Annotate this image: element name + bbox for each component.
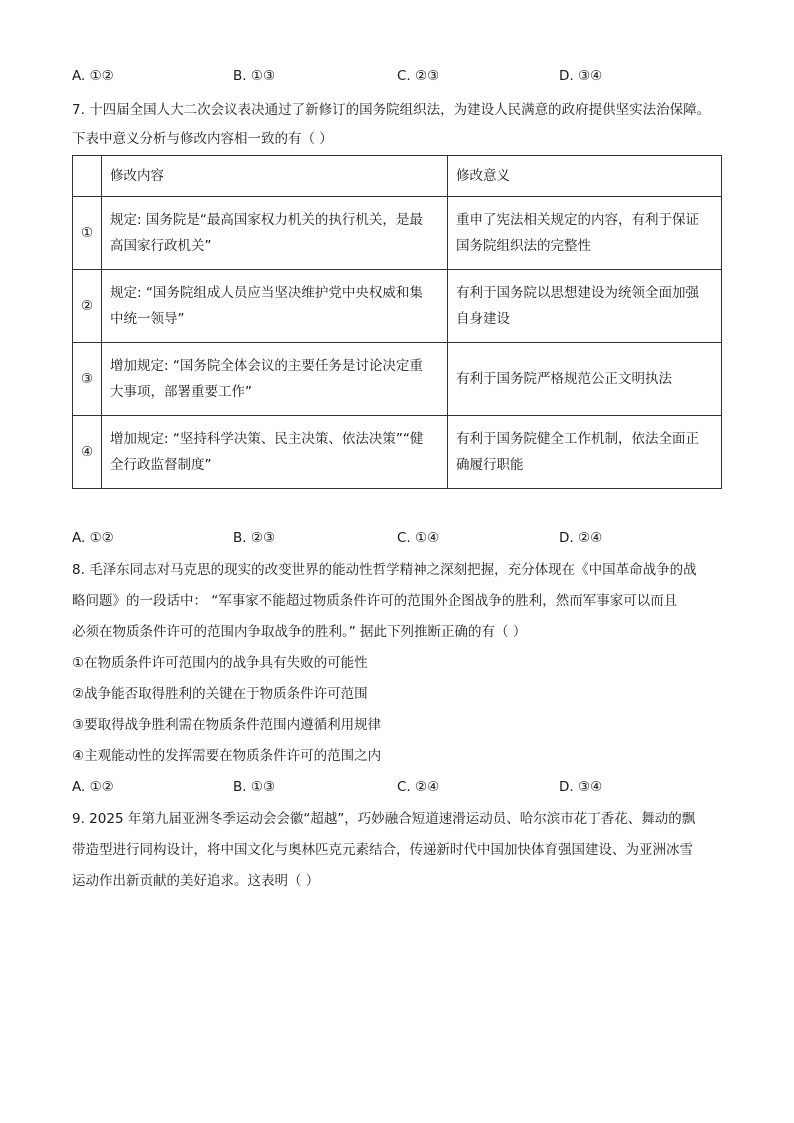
q7-option-b[interactable]: B. ②③ (233, 530, 276, 546)
q8-statement-2: ②战争能否取得胜利的关键在于物质条件许可范围 (72, 686, 368, 702)
q7-row3-content (102, 343, 448, 416)
q7-row1-content-line2: 高国家行政机关” (110, 238, 212, 254)
q8-option-c[interactable]: C. ②④ (397, 779, 440, 795)
q7-row1-meaning (448, 197, 722, 270)
q7-row3-num: ③ (73, 343, 102, 416)
q7-row1-meaning-line2: 国务院组织法的完整性 (456, 238, 591, 254)
q7-row4-num: ④ (73, 416, 102, 489)
q8-options (72, 778, 732, 796)
q7-header-meaning: 修改意义 (448, 156, 722, 197)
q9-stem-line1: 9. 2025 年第九届亚洲冬季运动会会徽“超越”，巧妙融合短道速滑运动员、哈尔滨市花丁香花、舞动的飘 (72, 811, 696, 827)
q7-row4-meaning (448, 416, 722, 489)
q7-row3-meaning-line1: 有利于国务院严格规范公正文明执法 (456, 371, 672, 387)
table-row (73, 270, 722, 343)
q7-stem-line1: 7. 十四届全国人大二次会议表决通过了新修订的国务院组织法，为建设人民满意的政府提供坚实法治保障。 (72, 102, 711, 118)
q7-option-a[interactable]: A. ①② (72, 530, 114, 546)
q7-header-num (73, 156, 102, 197)
q7-option-d[interactable]: D. ②④ (559, 530, 603, 546)
q7-row3-content-line2: 大事项，部署重要工作” (110, 384, 252, 400)
q9-stem-line2: 带造型进行同构设计，将中国文化与奥林匹克元素结合，传递新时代中国加快体育强国建设、为亚洲冰雪 (72, 842, 693, 858)
q7-stem-line2: 下表中意义分析与修改内容相一致的有（ ） (72, 131, 333, 147)
q8-statement-3: ③要取得战争胜利需在物质条件范围内遵循利用规律 (72, 717, 382, 733)
q6-option-a[interactable]: A. ①② (72, 68, 114, 84)
q7-table-header-row (73, 156, 722, 197)
q8-option-a[interactable]: A. ①② (72, 779, 114, 795)
q7-option-c[interactable]: C. ①④ (397, 530, 440, 546)
q8-option-b[interactable]: B. ①③ (233, 779, 276, 795)
table-row (73, 343, 722, 416)
q7-row4-content-line1: 增加规定: “坚持科学决策、民主决策、依法决策”“健 (110, 431, 424, 447)
table-row (73, 416, 722, 489)
q7-row2-num: ② (73, 270, 102, 343)
q7-row1-content (102, 197, 448, 270)
q7-row4-content-line2: 全行政监督制度” (110, 457, 212, 473)
q7-row2-meaning-line2: 自身建设 (456, 311, 510, 327)
q7-row2-content-line1: 规定: “国务院组成人员应当坚决维护党中央权威和集 (110, 285, 423, 301)
q8-stem-line3: 必须在物质条件许可的范围内争取战争的胜利。” 据此下列推断正确的有（ ） (72, 624, 527, 640)
q7-row4-meaning-line2: 确履行职能 (456, 457, 524, 473)
q7-row2-meaning-line1: 有利于国务院以思想建设为统领全面加强 (456, 285, 699, 301)
q7-row1-num: ① (73, 197, 102, 270)
q8-statement-1: ①在物质条件许可范围内的战争具有失败的可能性 (72, 655, 368, 671)
table-row (73, 197, 722, 270)
q9-stem-line3: 运动作出新贡献的美好追求。这表明（ ） (72, 873, 320, 889)
q7-header-content: 修改内容 (102, 156, 448, 197)
q7-row4-meaning-line1: 有利于国务院健全工作机制，依法全面正 (456, 431, 699, 447)
q7-row2-content (102, 270, 448, 343)
q6-option-d[interactable]: D. ③④ (559, 68, 603, 84)
q7-row2-content-line2: 中统一领导” (110, 311, 185, 327)
q8-statement-4: ④主观能动性的发挥需要在物质条件许可的范围之内 (72, 748, 382, 764)
q7-row1-content-line1: 规定: 国务院是“最高国家权力机关的执行机关，是最 (110, 212, 423, 228)
q7-row2-meaning (448, 270, 722, 343)
q8-stem-line2: 略问题》的一段话中： “军事家不能超过物质条件许可的范围外企图战争的胜利，然而军事家可以而且 (72, 593, 678, 609)
q8-stem-line1: 8. 毛泽东同志对马克思的现实的改变世界的能动性哲学精神之深刻把握，充分体现在《中国革命战争的战 (72, 562, 697, 578)
q6-options (72, 67, 732, 85)
q7-row3-meaning (448, 343, 722, 416)
q7-options (72, 529, 732, 547)
q8-option-d[interactable]: D. ③④ (559, 779, 603, 795)
q6-option-c[interactable]: C. ②③ (397, 68, 440, 84)
q6-option-b[interactable]: B. ①③ (233, 68, 276, 84)
q7-row3-content-line1: 增加规定: “国务院全体会议的主要任务是讨论决定重 (110, 358, 423, 374)
q7-row1-meaning-line1: 重申了宪法相关规定的内容，有利于保证 (456, 212, 699, 228)
q7-row4-content (102, 416, 448, 489)
q7-table (72, 155, 722, 489)
